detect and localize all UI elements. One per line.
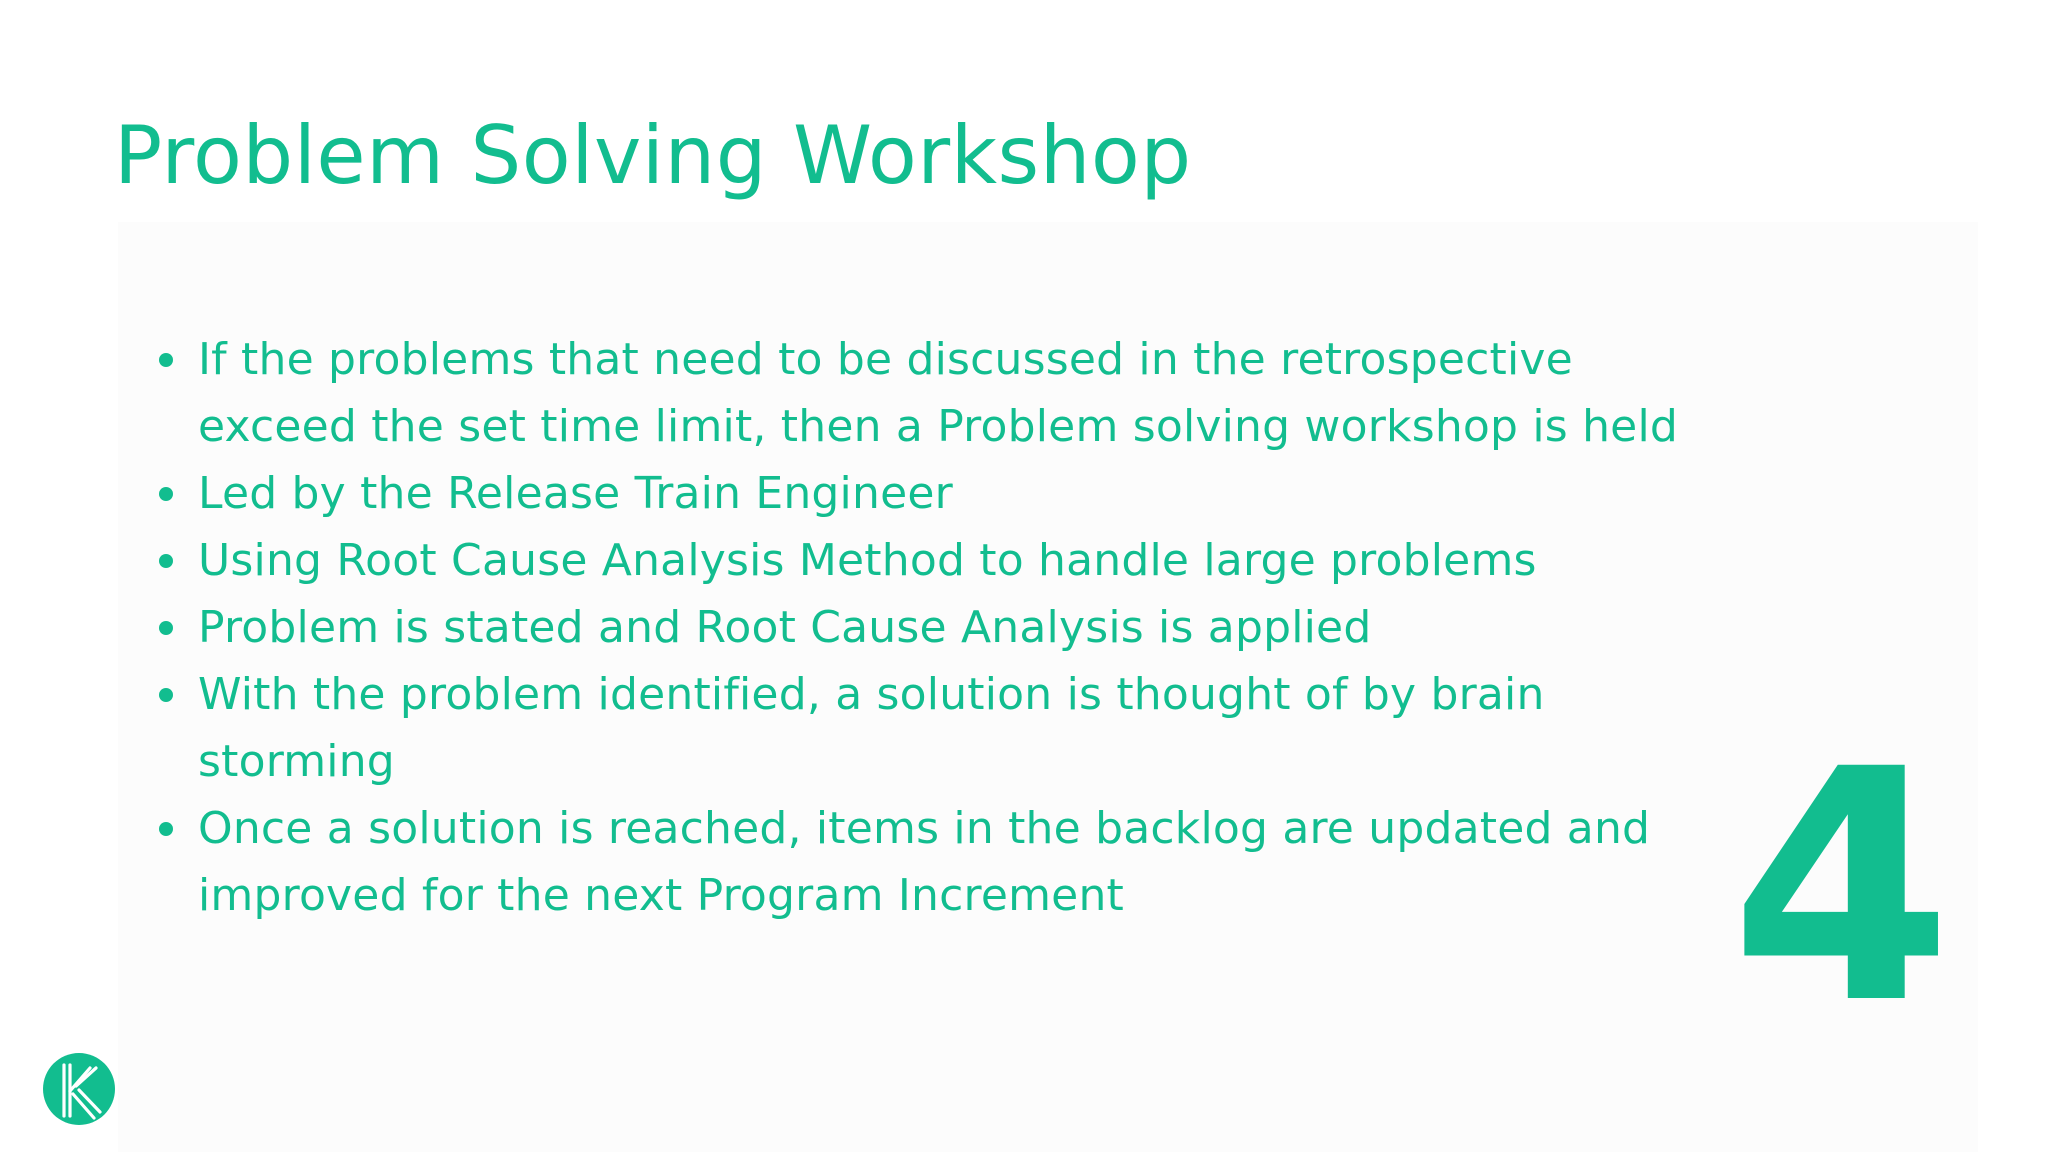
bullet-dot-icon: [159, 487, 173, 501]
slide-title: Problem Solving Workshop: [114, 109, 1192, 202]
bullet-item: [150, 594, 1710, 661]
bullet-item: [150, 527, 1710, 594]
bullet-dot-icon: [159, 822, 173, 836]
bullet-text: Once a solution is reached, items in the backlog are updated and improved for the next Program Increment: [198, 803, 1651, 921]
bullet-dot-icon: [159, 353, 173, 367]
bullet-item: [150, 326, 1710, 460]
bullet-dot-icon: [159, 688, 173, 702]
bullet-text: With the problem identified, a solution is thought of by brain storming: [198, 669, 1545, 787]
k-circle-logo-icon: [42, 1052, 116, 1126]
bullet-item: [150, 661, 1710, 795]
bullet-text: Led by the Release Train Engineer: [198, 468, 953, 519]
bullet-item: [150, 795, 1710, 929]
bullet-text: Problem is stated and Root Cause Analysis is applied: [198, 602, 1372, 653]
bullet-list: [150, 326, 1710, 929]
bullet-text: Using Root Cause Analysis Method to handle large problems: [198, 535, 1537, 586]
bullet-dot-icon: [159, 554, 173, 568]
slide-number: 4: [1730, 702, 1953, 1074]
bullet-item: [150, 460, 1710, 527]
bullet-text: If the problems that need to be discussed in the retrospective exceed the set time limit, then a Problem solving workshop is held: [198, 334, 1679, 452]
bullet-dot-icon: [159, 621, 173, 635]
